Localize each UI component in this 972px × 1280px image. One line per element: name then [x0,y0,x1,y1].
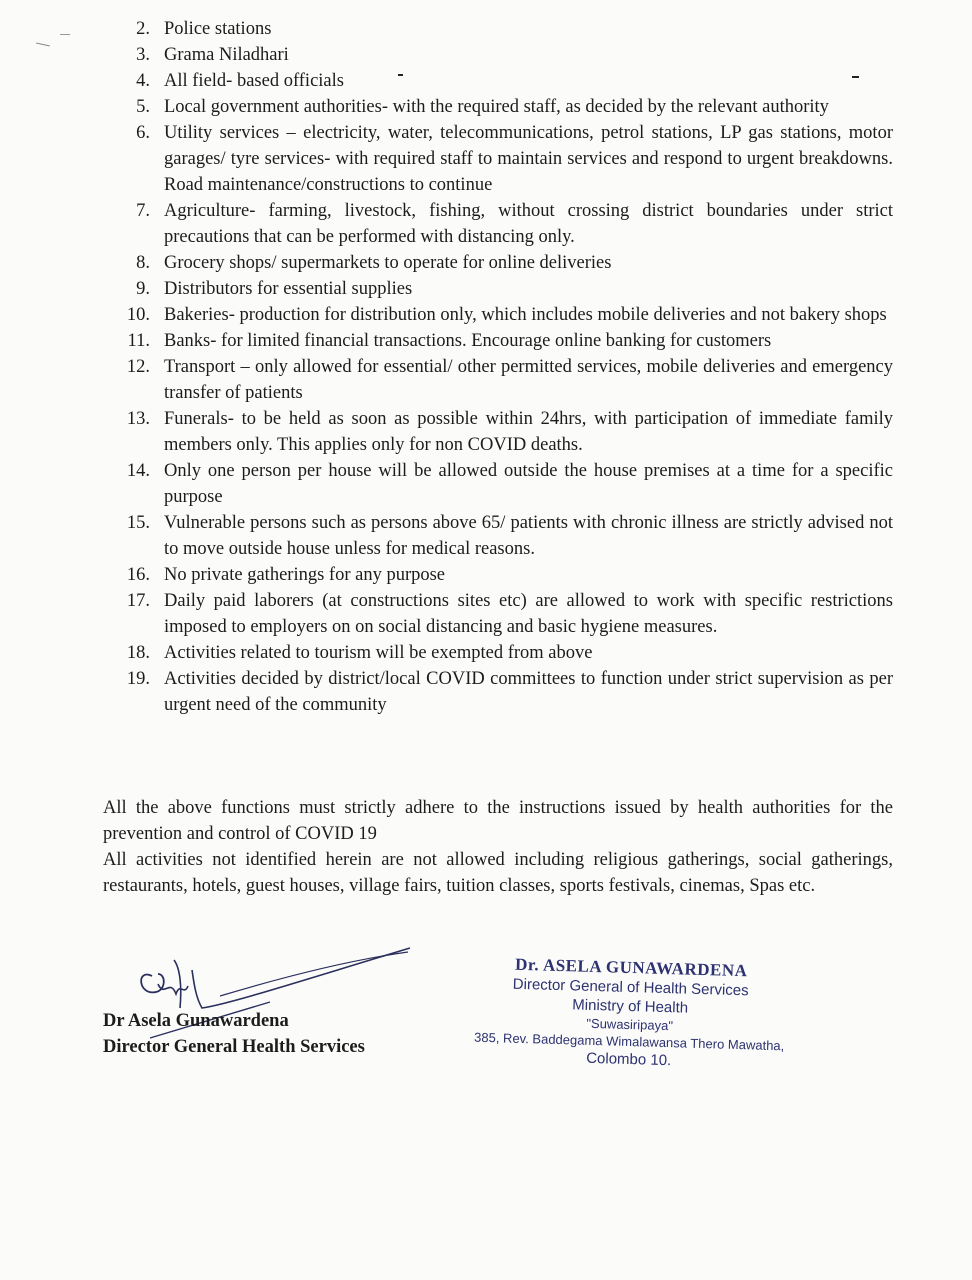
list-item [0,250,972,276]
list-item-text: Activities decided by district/local COVID committees to function under strict supervision as per urgent need of the community [164,669,893,715]
stamp-city: Colombo 10. [585,1049,672,1070]
list-item-number: 8. [136,253,150,273]
list-item [0,42,972,68]
list-item-number: 12. [126,357,150,377]
list-item-text: Grocery shops/ supermarkets to operate for online deliveries [164,253,612,273]
list-item-number: 10. [126,305,150,325]
list-item [0,328,972,354]
list-item-number: 13. [126,409,150,429]
list-item-text: No private gatherings for any purpose [164,565,446,585]
list-item-number: 7. [136,201,150,221]
list-item-text: Activities related to tourism will be exempted from above [164,643,593,663]
list-item-number: 19. [126,669,150,689]
list-item-text: Grama Niladhari [164,45,289,65]
list-item [0,666,972,718]
list-item [0,354,972,406]
not-allowed-paragraph: All activities not identified herein are not allowed including religious gatherings, social gatherings, restaurants, hotels, guest houses, village fairs, tuition classes, sports festivals, cinemas, Spas etc. [103,850,893,896]
list-item-number: 9. [136,279,150,299]
list-item [0,458,972,510]
list-item-number: 2. [136,19,150,39]
list-item-text: Vulnerable persons such as persons above 65/ patients with chronic illness are strictly advised not to move outside house unless for medical reasons. [164,513,893,559]
stamp-name: Dr. ASELA GUNAWARDENA [514,954,748,981]
list-item-number: 11. [127,331,150,351]
signatory-name: Dr Asela Gunawardena [103,1011,289,1031]
scan-mark [852,76,859,78]
list-item [0,406,972,458]
list-item-text: Distributors for essential supplies [164,279,413,299]
signatory-title: Director General Health Services [103,1037,365,1057]
list-item [0,120,972,198]
list-item-number: 5. [136,97,150,117]
list-item-text: Banks- for limited financial transactions. Encourage online banking for customers [164,331,772,351]
list-item [0,16,972,42]
list-item-number: 16. [126,565,150,585]
list-item-number: 6. [136,123,150,143]
list-item [0,510,972,562]
list-item-number: 15. [126,513,150,533]
list-item-text: Only one person per house will be allowed outside the house premises at a time for a specific purpose [164,461,893,507]
list-item-text: Utility services – electricity, water, telecommunications, petrol stations, LP gas stations, motor garages/ tyre services- with required staff to maintain services and respond to urgent breakdowns. Road maintenance/constructions to continue [164,123,893,195]
official-stamp [469,954,792,1074]
permitted-services-list [0,16,972,718]
list-item-number: 14. [126,461,150,481]
list-item-number: 3. [136,45,150,65]
list-item-text: Funerals- to be held as soon as possible within 24hrs, with participation of immediate family members only. This applies only for non COVID deaths. [164,409,893,455]
scan-mark [398,74,403,76]
stamp-ministry: Ministry of Health [572,996,689,1017]
list-item-text: All field- based officials [164,71,344,91]
list-item-number: 17. [126,591,150,611]
list-item-text: Bakeries- production for distribution only, which includes mobile deliveries and not bakery shops [164,305,887,325]
list-item-text: Police stations [164,19,272,39]
stamp-building: "Suwasiripaya" [586,1015,674,1034]
adherence-paragraph: All the above functions must strictly adhere to the instructions issued by health authorities for the prevention and control of COVID 19 [103,798,893,844]
list-item [0,68,972,94]
list-item [0,588,972,640]
scan-mark [60,34,70,35]
list-item [0,198,972,250]
stamp-title: Director General of Health Services [512,975,749,1000]
list-item-number: 18. [126,643,150,663]
list-item-text: Transport – only allowed for essential/ other permitted services, mobile deliveries and emergency transfer of patients [164,357,893,403]
list-item [0,562,972,588]
list-item [0,94,972,120]
list-item [0,640,972,666]
stamp-address: 385, Rev. Baddegama Wimalawansa Thero Mawatha, [473,1029,785,1054]
list-item [0,302,972,328]
list-item-number: 4. [136,71,150,91]
list-item-text: Daily paid laborers (at constructions sites etc) are allowed to work with specific restrictions imposed to employers on on social distancing and basic hygiene measures. [164,591,893,637]
list-item [0,276,972,302]
list-item-text: Local government authorities- with the required staff, as decided by the relevant authority [164,97,829,117]
list-item-text: Agriculture- farming, livestock, fishing, without crossing district boundaries under strict precautions that can be performed with distancing only. [164,201,893,247]
